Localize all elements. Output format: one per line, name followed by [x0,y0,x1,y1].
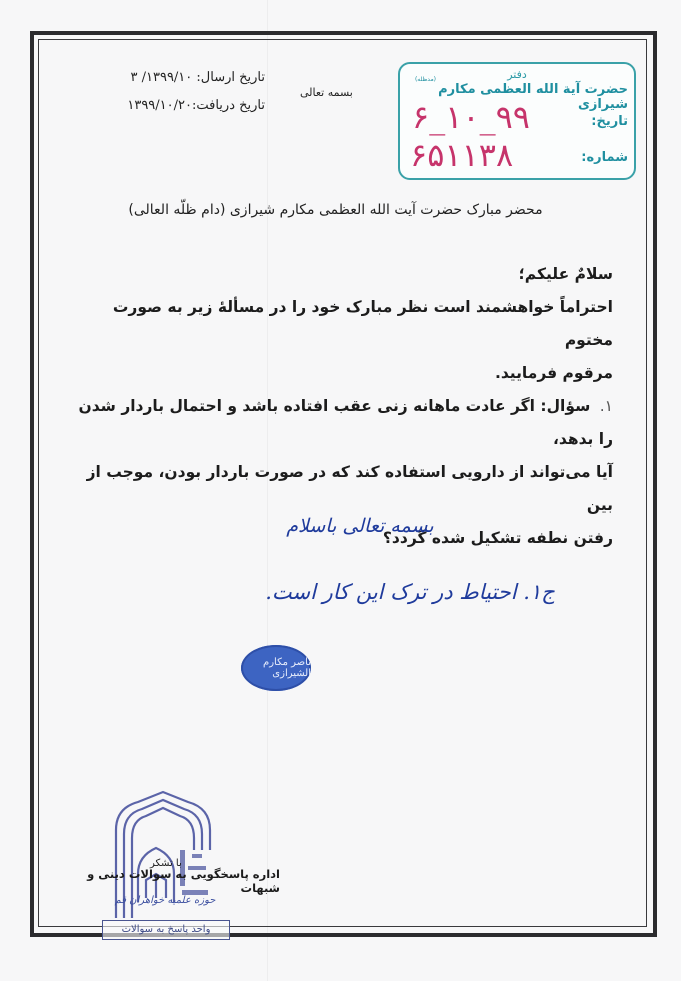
question-label: سؤال: [540,397,591,415]
received-date-value: ۱۳۹۹/۱۰/۲۰ [127,98,192,113]
question-number: ۱. [599,397,613,415]
request-line-2: مرقوم فرمایید. [494,364,613,382]
request-line-1: احتراماً خواهشمند است نظر مبارک خود را در مسألۀ زیر به صورت مختوم [112,298,613,349]
salutation: سلامٌ علیکم؛ [518,265,613,283]
sent-date [95,64,265,92]
header-invocation: بسمه تعالی [300,86,353,99]
addressee-line: محضر مبارک حضرت آیت الله العظمی مکارم شیرازی (دام ظلّه العالی) [128,202,543,218]
question-line-2: آیا می‌تواند از دارویی استفاده کند که در صورت باردار بودن، موجب از بین [86,463,613,514]
stamp-date-value: ۹۹_۱۰_۶ [412,98,530,136]
stamp-number-value: ۶۵۱۱۳۸ [410,136,514,174]
institution-unit-box [102,920,230,940]
sent-date-label: تاریخ ارسال: [196,70,265,85]
institution-school: حوزه علمیه خواهران قم [114,895,216,906]
sent-date-value: ۱۳۹۹/۱۰/ ۳ [130,70,193,85]
question-line-3: رفتن نطفه تشکیل شده گردد؟ [382,529,613,547]
stamp-holder-name: حضرت آیة الله العظمی مکارم شیرازی [438,82,628,112]
received-date-label: تاریخ دریافت: [191,98,265,113]
stamp-honorific: (مدظله) [414,76,436,83]
office-registration-stamp [398,62,636,180]
greeting-block [70,258,613,390]
answer-text: ج۱. احتیاط در ترک این کار است. [265,580,555,604]
institution-unit: واحد پاسخ به سوالات [121,924,211,935]
received-date [95,92,265,120]
question-text-1: اگر عادت ماهانه زنی عقب افتاده باشد و احتمال باردار شدن را بدهد، [78,397,613,448]
seal-text: ناصر مکارم الشیرازی [263,657,311,679]
question-line-1 [70,390,613,456]
institution-thanks: با تشکر [150,858,182,869]
stamp-date-label: تاریخ: [591,114,628,129]
institution-department: اداره پاسخگویی به سوالات دینی و شبهات [87,867,280,895]
answer-invocation: بسمه تعالی باسلام [286,515,434,537]
official-seal [241,645,311,691]
stamp-number-label: شماره: [581,150,628,165]
stamp-office-label: دفتر [507,68,527,81]
header-dates [95,64,265,120]
